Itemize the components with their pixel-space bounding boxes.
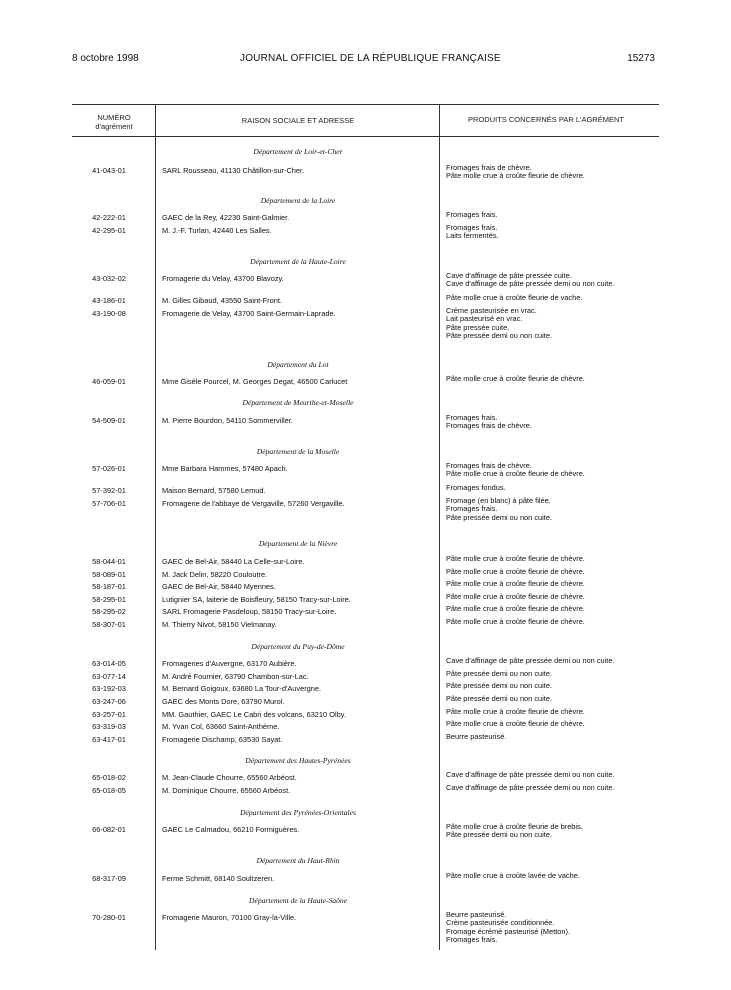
department-heading: Département des Hautes-Pyrénées	[245, 756, 351, 765]
product-line: Cave d'affinage de pâte pressée demi ou non cuite.	[446, 279, 615, 289]
company-name-address: Fromagerie de Velay, 43700 Saint-Germain-Laprade.	[162, 309, 336, 318]
product-line: Fromages frais.	[446, 504, 498, 514]
product-line: Fromages frais.	[446, 413, 498, 422]
company-name-address: Fromagerie du Velay, 43700 Blavozy.	[162, 274, 284, 283]
department-heading: Département de la Haute-Saône	[248, 896, 348, 905]
company-name-address: Fromagerie Mauron, 70100 Gray-la-Ville.	[162, 913, 297, 922]
company-name-address: GAEC des Monts Dore, 63790 Murol.	[162, 697, 285, 706]
agrement-number: 57-392-01	[92, 486, 126, 495]
product-line: Beurre pasteurisé.	[446, 910, 507, 919]
product-line: Cave d'affinage de pâte pressée demi ou non cuite.	[446, 783, 615, 792]
product-line: Fromage (en blanc) à pâte filée.	[446, 496, 551, 505]
product-line: Cave d'affinage de pâte pressée cuite.	[446, 271, 572, 280]
department-heading: Département des Pyrénées-Orientales	[240, 808, 356, 817]
agrement-number: 63-417-01	[92, 735, 126, 744]
agrement-number: 41-043-01	[92, 166, 126, 175]
product-line: Pâte molle crue à croûte fleurie de chèvre.	[446, 171, 585, 181]
agrement-number: 42-295-01	[92, 226, 126, 235]
company-name-address: M. Jean-Claude Chourre, 65560 Arbéost.	[162, 773, 297, 782]
company-name-address: M. Jack Delin, 58220 Couloutre.	[162, 570, 268, 579]
product-line: Pâte molle crue à croûte fleurie de brebis.	[446, 822, 583, 831]
company-name-address: M. J.-F. Turlan, 42440 Les Salles.	[162, 226, 272, 235]
product-line: Cave d'affinage de pâte pressée demi ou non cuite.	[446, 656, 615, 665]
product-line: Crème pasteurisée en vrac.	[446, 306, 537, 315]
company-name-address: M. Bernard Goigoux, 63680 La Tour-d'Auvergne.	[162, 684, 322, 693]
agrement-number: 68-317-09	[92, 874, 126, 883]
agrement-number: 58-307-01	[92, 620, 126, 629]
header-date: 8 octobre 1998	[72, 53, 139, 64]
product-line: Beurre pasteurisé.	[446, 732, 507, 741]
product-line: Pâte pressée demi ou non cuite.	[446, 830, 552, 840]
agrement-number: 42-222-01	[92, 213, 126, 222]
department-heading: Département de la Loire	[260, 196, 336, 205]
agrement-number: 63-319-03	[92, 722, 126, 731]
product-line: Pâte molle crue à croûte fleurie de chèvre.	[446, 617, 585, 626]
agrement-number: 58-295-02	[92, 607, 126, 616]
product-line: Fromages fondus.	[446, 483, 506, 492]
agrement-number: 70-280-01	[92, 913, 126, 922]
product-line: Pâte molle crue à croûte fleurie de chèvre.	[446, 579, 585, 588]
department-heading: Département du Haut-Rhin	[256, 856, 340, 865]
agrement-number: 65-018-02	[92, 773, 126, 782]
column-header-numero-line2: d'agrément	[95, 122, 133, 131]
product-line: Fromages frais.	[446, 935, 498, 945]
company-name-address: MM. Gauthier, GAEC Le Cabri des volcans, 63210 Olby.	[162, 710, 346, 719]
agrement-number: 63-257-01	[92, 710, 126, 719]
agrement-number: 63-247-06	[92, 697, 126, 706]
department-heading: Département du Lot	[267, 360, 329, 369]
product-line: Crème pasteurisée conditionnée.	[446, 918, 555, 928]
product-line: Pâte molle crue à croûte fleurie de chèvre.	[446, 554, 585, 563]
company-name-address: Mme Gisèle Pourcel, M. Georges Degat, 46500 Carlucet	[162, 377, 348, 386]
product-line: Pâte molle crue à croûte fleurie de vache.	[446, 293, 583, 302]
agrement-number: 65-018-05	[92, 786, 126, 795]
company-name-address: Fromagerie de l'abbaye de Vergaville, 57260 Vergaville.	[162, 499, 345, 508]
company-name-address: GAEC de Bel-Air, 58440 Myennes.	[162, 582, 276, 591]
agrement-number: 57-026-01	[92, 464, 126, 473]
company-name-address: M. Gilles Gibaud, 43550 Saint-Front.	[162, 296, 282, 305]
agrement-number: 57-706-01	[92, 499, 126, 508]
company-name-address: Mme Barbara Hammes, 57480 Apach.	[162, 464, 288, 473]
agrement-number: 63-014-05	[92, 659, 126, 668]
company-name-address: Fromagerie Dischamp, 63530 Sayat.	[162, 735, 283, 744]
department-heading: Département du Puy-de-Dôme	[251, 642, 345, 651]
agrement-number: 63-077-14	[92, 672, 126, 681]
product-line: Pâte pressée cuite.	[446, 322, 510, 332]
department-heading: Département de Meurthe-et-Moselle	[242, 398, 354, 407]
department-heading: Département de la Moselle	[256, 447, 340, 456]
agrement-number: 66-082-01	[92, 825, 126, 834]
product-line: Fromages frais de chèvre.	[446, 461, 532, 470]
company-name-address: GAEC de la Rey, 42230 Saint-Galmier.	[162, 213, 290, 222]
company-name-address: GAEC Le Calmadou, 66210 Formiguères.	[162, 825, 300, 834]
agrement-number: 43-190-08	[92, 309, 126, 318]
product-line: Fromages frais.	[446, 223, 498, 232]
agrement-number: 46-059-01	[92, 377, 126, 386]
product-line: Pâte pressée demi ou non cuite.	[446, 331, 552, 341]
company-name-address: M. Pierre Bourdon, 54110 Sommerviller.	[162, 416, 293, 425]
agrement-number: 58-295-01	[92, 595, 126, 604]
product-line: Pâte pressée demi ou non cuite.	[446, 669, 552, 678]
product-line: Pâte molle crue à croûte fleurie de chèvre.	[446, 719, 585, 728]
company-name-address: Ferme Schmitt, 68140 Soultzeren.	[162, 874, 275, 883]
product-line: Pâte molle crue à croûte fleurie de chèvre.	[446, 592, 585, 601]
product-line: Pâte molle crue à croûte fleurie de chèvre.	[446, 707, 585, 716]
department-heading: Département de Loir-et-Cher	[253, 147, 343, 156]
company-name-address: M. André Fournier, 63790 Chambon-sur-Lac.	[162, 672, 309, 681]
agrement-number: 63-192-03	[92, 684, 126, 693]
product-line: Pâte molle crue à croûte fleurie de chèvre.	[446, 469, 585, 479]
product-line: Fromages frais de chèvre.	[446, 163, 532, 172]
company-name-address: Maison Bernard, 57580 Lemud.	[162, 486, 266, 495]
column-header-raison: RAISON SOCIALE ET ADRESSE	[241, 116, 355, 125]
company-name-address: SARL Rousseau, 41130 Châtillon-sur-Cher.	[162, 166, 305, 175]
agrement-number: 58-187-01	[92, 582, 126, 591]
product-line: Fromage écrémé pasteurisé (Metton).	[446, 926, 571, 936]
company-name-address: SARL Fromagerie Pasdeloup, 58150 Tracy-sur-Loire.	[162, 607, 337, 616]
product-line: Pâte molle crue à croûte fleurie de chèvre.	[446, 604, 585, 613]
agrement-number: 43-186-01	[92, 296, 126, 305]
product-line: Laits fermentés.	[446, 231, 499, 241]
column-header-numero-line1: NUMÉRO	[97, 113, 131, 122]
agrement-number: 58-089-01	[92, 570, 126, 579]
department-heading: Département de la Haute-Loire	[250, 257, 346, 266]
product-line: Lait pasteurisé en vrac.	[446, 314, 523, 324]
company-name-address: M. Yvan Col, 63660 Saint-Anthème.	[162, 722, 280, 731]
product-line: Fromages frais.	[446, 210, 498, 219]
product-line: Pâte pressée demi ou non cuite.	[446, 694, 552, 703]
product-line: Pâte pressée demi ou non cuite.	[446, 681, 552, 690]
product-line: Pâte molle crue à croûte fleurie de chèvre.	[446, 567, 585, 576]
department-heading: Département de la Nièvre	[258, 539, 338, 548]
company-name-address: GAEC de Bel-Air, 58440 La Celle-sur-Loire.	[162, 557, 305, 566]
company-name-address: M. Thierry Nivot, 58150 Vielmanay.	[162, 620, 277, 629]
product-line: Pâte pressée demi ou non cuite.	[446, 512, 552, 522]
page-number: 15273	[627, 53, 655, 64]
company-name-address: Lutignier SA, laiterie de Boisfleury, 58150 Tracy-sur-Loire.	[162, 595, 351, 604]
column-header-produits: PRODUITS CONCERNÉS PAR L'AGRÉMENT	[468, 115, 624, 124]
journal-title: JOURNAL OFFICIEL DE LA RÉPUBLIQUE FRANÇAISE	[240, 53, 501, 64]
company-name-address: M. Dominique Chourre, 65560 Arbéost.	[162, 786, 291, 795]
agrement-number: 54-509-01	[92, 416, 126, 425]
company-name-address: Fromageries d'Auvergne, 63170 Aubière.	[162, 659, 297, 668]
agrement-number: 43-032-02	[92, 274, 126, 283]
agrement-number: 58-044-01	[92, 557, 126, 566]
product-line: Fromages frais de chèvre.	[446, 421, 532, 431]
product-line: Cave d'affinage de pâte pressée demi ou non cuite.	[446, 770, 615, 779]
product-line: Pâte molle crue à croûte fleurie de chèvre.	[446, 374, 585, 383]
product-line: Pâte molle crue à croûte lavée de vache.	[446, 871, 580, 880]
